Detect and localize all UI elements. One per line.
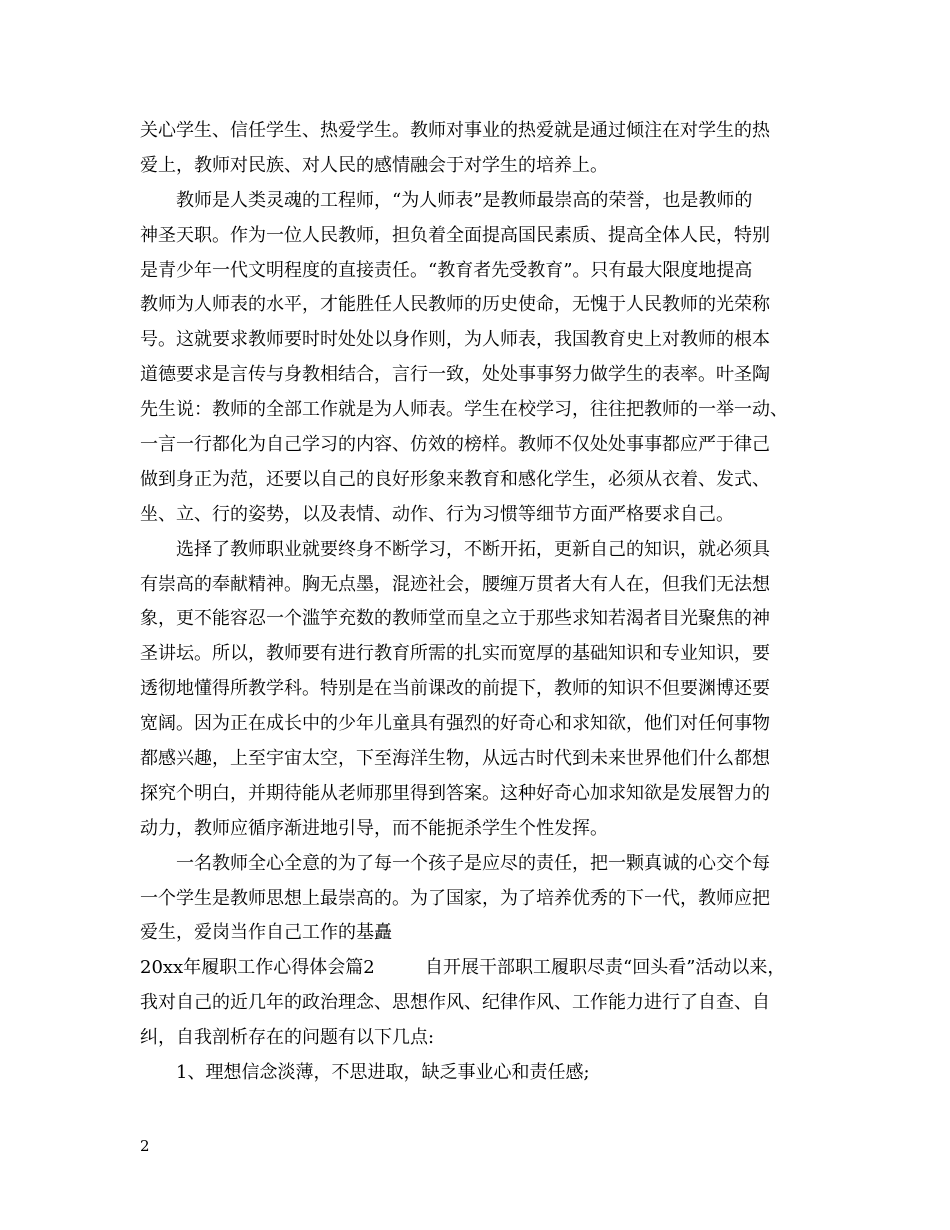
text-line: 坐、立、行的姿势，以及表情、动作、行为习惯等细节方面严格要求自己。 [140, 503, 734, 525]
text-line: 教师为人师表的水平，才能胜任人民教师的历史使命，无愧于人民教师的光荣称 [140, 294, 770, 316]
text-line: 先生说：教师的全部工作就是为人师表。学生在校学习，往往把教师的一举一动、 [140, 399, 788, 421]
text-line: 我对自己的近几年的政治理念、思想作风、纪律作风、工作能力进行了自查、自 [140, 992, 770, 1014]
text-line: 关心学生、信任学生、热爱学生。教师对事业的热爱就是通过倾注在对学生的热 [140, 120, 770, 141]
text-line: 爱上，教师对民族、对人民的感情融会于对学生的培养上。 [140, 154, 608, 176]
text-line: 爱生，爱岗当作自己工作的基矗 [140, 922, 392, 944]
text-line: 道德要求是言传与身教相结合，言行一致，处处事事努力做学生的表率。叶圣陶 [140, 364, 770, 386]
section-first-line: 自开展干部职工履职尽责“回头看”活动以来， [425, 957, 786, 979]
text-line: 一言一行都化为自己学习的内容、仿效的榜样。教师不仅处处事事都应严于律己 [140, 434, 770, 456]
text-line: 有崇高的奉献精神。胸无点墨，混迹社会，腰缠万贯者大有人在，但我们无法想 [140, 573, 770, 595]
list-item: 1、理想信念淡薄，不思进取，缺乏事业心和责任感; [176, 1062, 590, 1084]
text-line: 宽阔。因为正在成长中的少年儿童具有强烈的好奇心和求知欲，他们对任何事物 [140, 713, 770, 735]
text-line: 号。这就要求教师要时时处处以身作则，为人师表，我国教育史上对教师的根本 [140, 329, 770, 351]
paragraph-start-line: 教师是人类灵魂的工程师，“为人师表”是教师最崇高的荣誉，也是教师的 [176, 189, 753, 211]
text-line: 神圣天职。作为一位人民教师，担负着全面提高国民素质、提高全体人民，特别 [140, 224, 770, 246]
section-heading: 20xx年履职工作心得体会篇2 [140, 957, 375, 979]
text-line: 动力，教师应循序渐进地引导，而不能扼杀学生个性发挥。 [140, 817, 608, 839]
text-line: 都感兴趣，上至宇宙太空，下至海洋生物，从远古时代到未来世界他们什么都想 [140, 748, 770, 770]
paragraph-start-line: 一名教师全心全意的为了每一个孩子是应尽的责任，把一颗真诚的心交个每 [176, 852, 770, 874]
text-line: 做到身正为范，还要以自己的良好形象来教育和感化学生，必须从衣着、发式、 [140, 468, 770, 490]
section-heading-line [140, 951, 840, 986]
text-line: 透彻地懂得所教学科。特别是在当前课改的前提下，教师的知识不但要渊博还要 [140, 678, 770, 700]
text-line: 探究个明白，并期待能从老师那里得到答案。这种好奇心加求知欲是发展智力的 [140, 782, 770, 804]
document-body [140, 114, 840, 1091]
text-line: 一个学生是教师思想上最崇高的。为了国家，为了培养优秀的下一代，教师应把 [140, 887, 770, 909]
text-line: 纠，自我剖析存在的问题有以下几点: [140, 1027, 435, 1049]
text-line: 圣讲坛。所以，教师要有进行教育所需的扎实而宽厚的基础知识和专业知识，要 [140, 643, 770, 665]
page-number: 2 [140, 1137, 150, 1155]
text-line: 象，更不能容忍一个滥竽充数的教师堂而皇之立于那些求知若渴者目光聚焦的神 [140, 608, 770, 630]
paragraph-start-line: 选择了教师职业就要终身不断学习，不断开拓，更新自己的知识，就必须具 [176, 538, 770, 560]
text-line: 是青少年一代文明程度的直接责任。“教育者先受教育”。只有最大限度地提高 [140, 259, 753, 281]
